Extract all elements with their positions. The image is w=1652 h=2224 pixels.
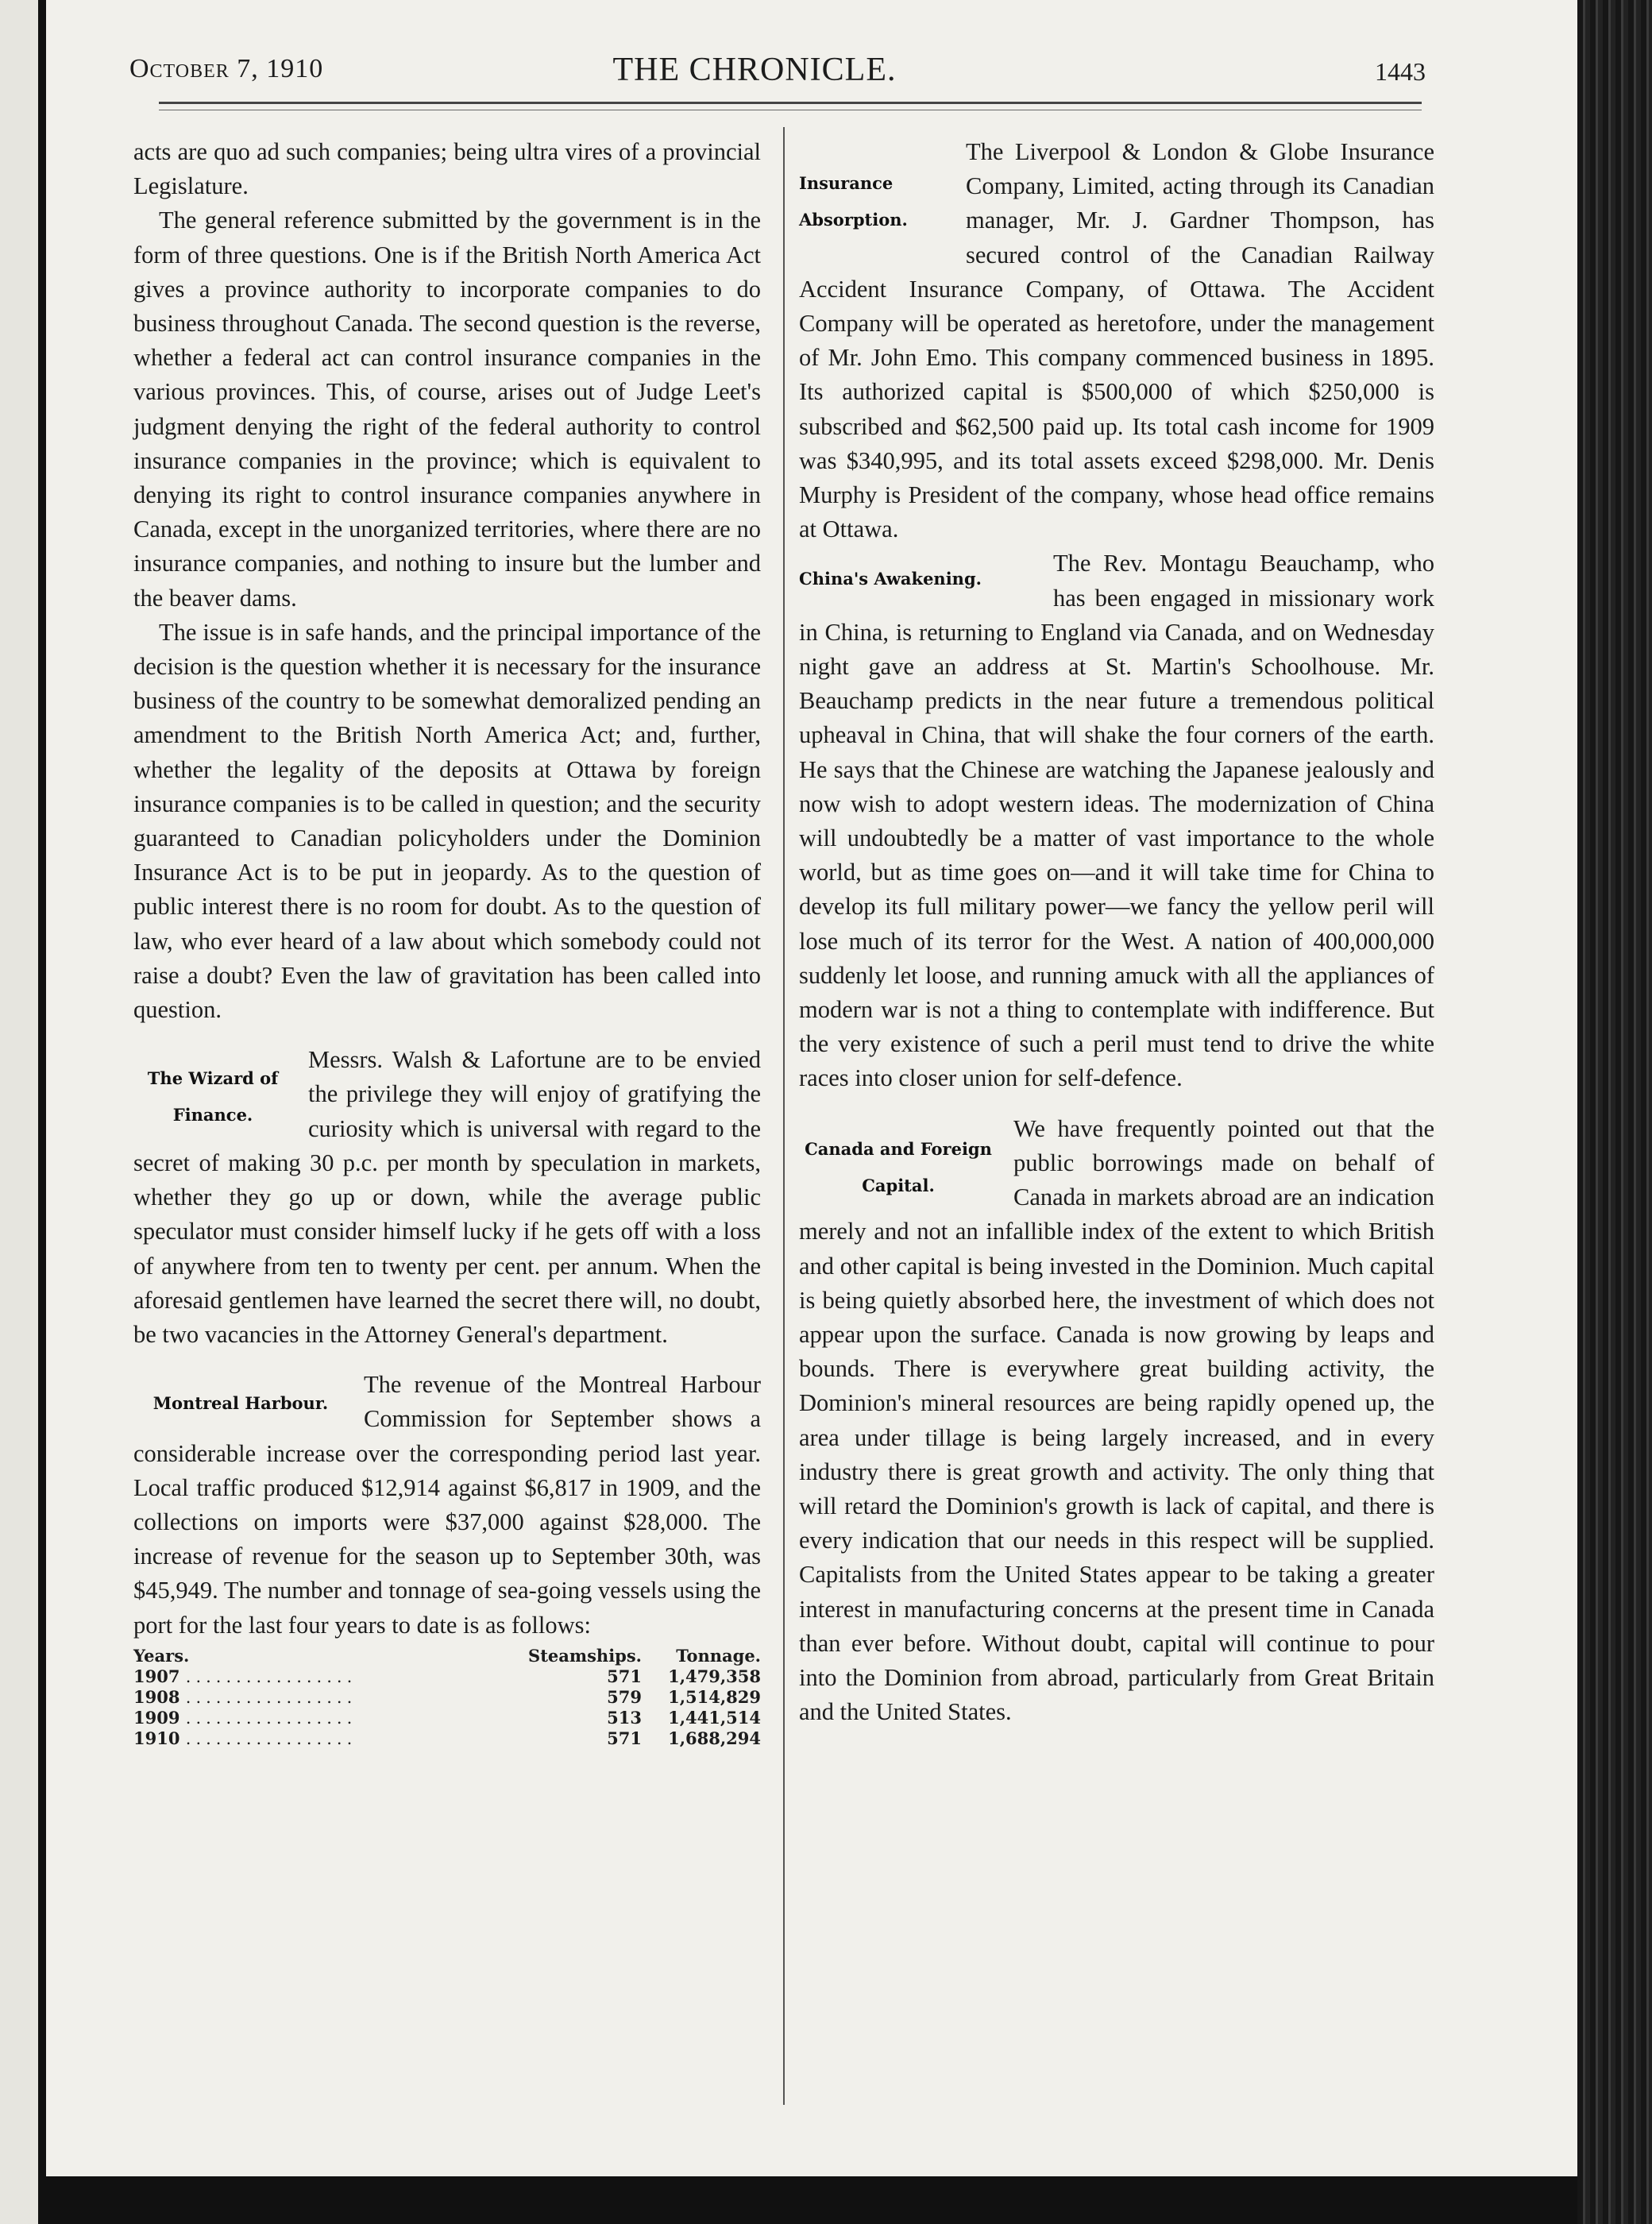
table-row [133,1708,761,1728]
col-header-years: Years. [133,1645,190,1666]
year-cell: 1907 [133,1666,180,1686]
leader-dots: ................. [185,1728,357,1748]
sidehead-china: China's Awakening. [799,569,982,589]
article-chinas-awakening [799,546,1434,1095]
leader-dots: ................. [185,1666,357,1686]
wizard-text: Messrs. Walsh & Lafortune are to be envied the privilege they will enjoy of gratifying the curiosity which is universal with regard to the secret of making 30 p.c. per month by speculation in markets, whether they go up or down, while the average public speculator must consider himself lucky if he gets off with a loss of anywhere from ten to twenty per cent. per annum. When the aforesaid gentlemen have learned the secret there will, no doubt, be two vacancies in the Attorney General's department. [133,1046,761,1348]
china-text: The Rev. Montagu Beauchamp, who has been engaged in missionary work in China, is returning to England via Canada, and on Wednesday night gave an address at St. Martin's Schoolhouse. Mr. Beauchamp predicts in the near future a tremendous political upheaval in China, that will shake the four corners of the earth. He says that the Chinese are watching the Japanese jealously and now wish to adopt western ideas. The modernization of China will undoubtedly be a matter of vast importance to the whole world, but as time goes on—and it will take time for China to develop its full military power—we fancy the yellow peril will lose much of its terror for the West. A nation of 400,000,000 suddenly let loose, and running amuck with all the appliances of modern war is not a thing to contemplate with indifference. But the very existence of such a peril must tend to drive the white races into closer union for self-defence. [799,550,1434,1092]
paragraph-issue: The issue is in safe hands, and the principal importance of the decision is the question whether it is necessary for the insurance business of the country to be somewhat demoralized pending an amendment to the British North America Act; and, further, whether the legality of the deposits at Ottawa by foreign insurance companies is to be called in question; and the security guaranteed to Canadian policyholders under the Dominion Insurance Act is to be put in jeopardy. As to the question of public interest there is no room for doubt. As to the question of law, who ever heard of a law about which somebody could not raise a doubt? Even the law of gravitation has been called into question. [133,618,761,1024]
table-row [133,1666,761,1687]
book-binding [1577,0,1652,2224]
sidehead-wizard: The Wizard of Finance. [147,1068,279,1126]
tonnage-cell: 1,514,829 [668,1686,761,1707]
tonnage-cell: 1,688,294 [668,1728,761,1748]
leader-dots: ................. [185,1708,357,1728]
steamships-cell: 579 [607,1686,642,1707]
header-rule [159,102,1422,104]
year-cell: 1908 [133,1686,180,1707]
harbour-text: The revenue of the Montreal Harbour Commission for September shows a considerable increase over the corresponding period last year. Local traffic produced $12,914 against $6,817 in 1909, and the collections on imports were $37,000 against $28,000. The increase of revenue for the season up to September 30th, was $45,949. The number and tonnage of sea-going vessels using the port for the last four years to date is as follows: [133,1371,761,1639]
sidehead-insurance: Insurance Absorption. [799,173,908,230]
article-montreal-harbour [133,1368,761,1643]
article-insurance-absorption [799,135,1434,546]
paragraph-general-reference: The general reference submitted by the government is in the form of three questions. One is if the British North America Act gives a province authority to incorporate companies to do business throughout Canada. The second question is the reverse, whether a federal act can control insurance companies in the various provinces. This, of course, arises out of Judge Leet's judgment denying the right of the federal authority to control insurance companies in the province; which is equivalent to denying its right to control insurance companies anywhere in Canada, except in the unorganized territories, where there are no insurance companies, and nothing to insure but the lumber and the beaver dams. [133,207,761,612]
facing-page-edge [0,0,46,2224]
canada-text: We have frequently pointed out that the public borrowings made on behalf of Canada in markets abroad are an indication merely and not an infallible index of the extent to which British and other capital is being invested in the Dominion. Much capital is being quietly absorbed here, the investment of which does not appear upon the surface. Canada is now growing by leaps and bounds. There is everywhere great building activity, the Dominion's mineral resources are being rapidly opened up, the area under tillage is being largely increased, and in every industry there is great growth and activity. The only thing that will retard the Dominion's growth is lack of capital, and there is every indication that our needs in this respect will be supplied. Capitalists from the United States appear to be taking a greater interest in manufacturing concerns at the present time in Canada than ever before. Without doubt, capital will continue to pour into the Dominion from abroad, particularly from Great Britain and the United States. [799,1114,1434,1726]
table-header-row [133,1646,761,1666]
year-cell: 1910 [133,1728,180,1748]
insurance-text: The Liverpool & London & Globe Insurance Company, Limited, acting through its Canadian manager, Mr. J. Gardner Thompson, has secured control of the Canadian Railway Accident Insurance Company, of Ottawa. The Accident Company will be operated as heretofore, under the management of Mr. John Emo. This company commenced business in 1895. Its authorized capital is $500,000 of which $250,000 is subscribed and $62,500 paid up. Its total cash income for 1909 was $340,995, and its total assets exceed $298,000. Mr. Denis Murphy is President of the company, whose head office remains at Ottawa. [799,138,1434,543]
leader-dots: ................. [185,1687,357,1707]
year-cell: 1909 [133,1707,180,1728]
col-header-steamships: Steamships. [528,1645,642,1666]
table-row [133,1687,761,1708]
column-divider [783,127,785,2105]
left-column [133,135,761,1749]
right-column [799,135,1434,1729]
article-wizard-of-finance [133,1043,761,1352]
scan-shadow [46,2176,1577,2224]
steamships-cell: 571 [607,1666,642,1686]
harbour-table [133,1646,761,1749]
sidehead-harbour: Montreal Harbour. [152,1393,329,1414]
steamships-cell: 513 [607,1707,642,1728]
steamships-cell: 571 [607,1728,642,1748]
publication-title: THE CHRONICLE. [612,52,897,88]
paragraph-continued: acts are quo ad such companies; being ultra vires of a provincial Legislature. [133,138,761,200]
page-number: 1443 [1375,57,1426,86]
page-header [83,48,1426,95]
tonnage-cell: 1,479,358 [668,1666,761,1686]
tonnage-cell: 1,441,514 [668,1707,761,1728]
table-row [133,1728,761,1749]
col-header-tonnage: Tonnage. [676,1645,761,1666]
article-canada-foreign-capital [799,1112,1434,1730]
issue-date: October 7, 1910 [129,54,324,83]
sidehead-canada: Canada and Foreign Capital. [805,1138,992,1195]
